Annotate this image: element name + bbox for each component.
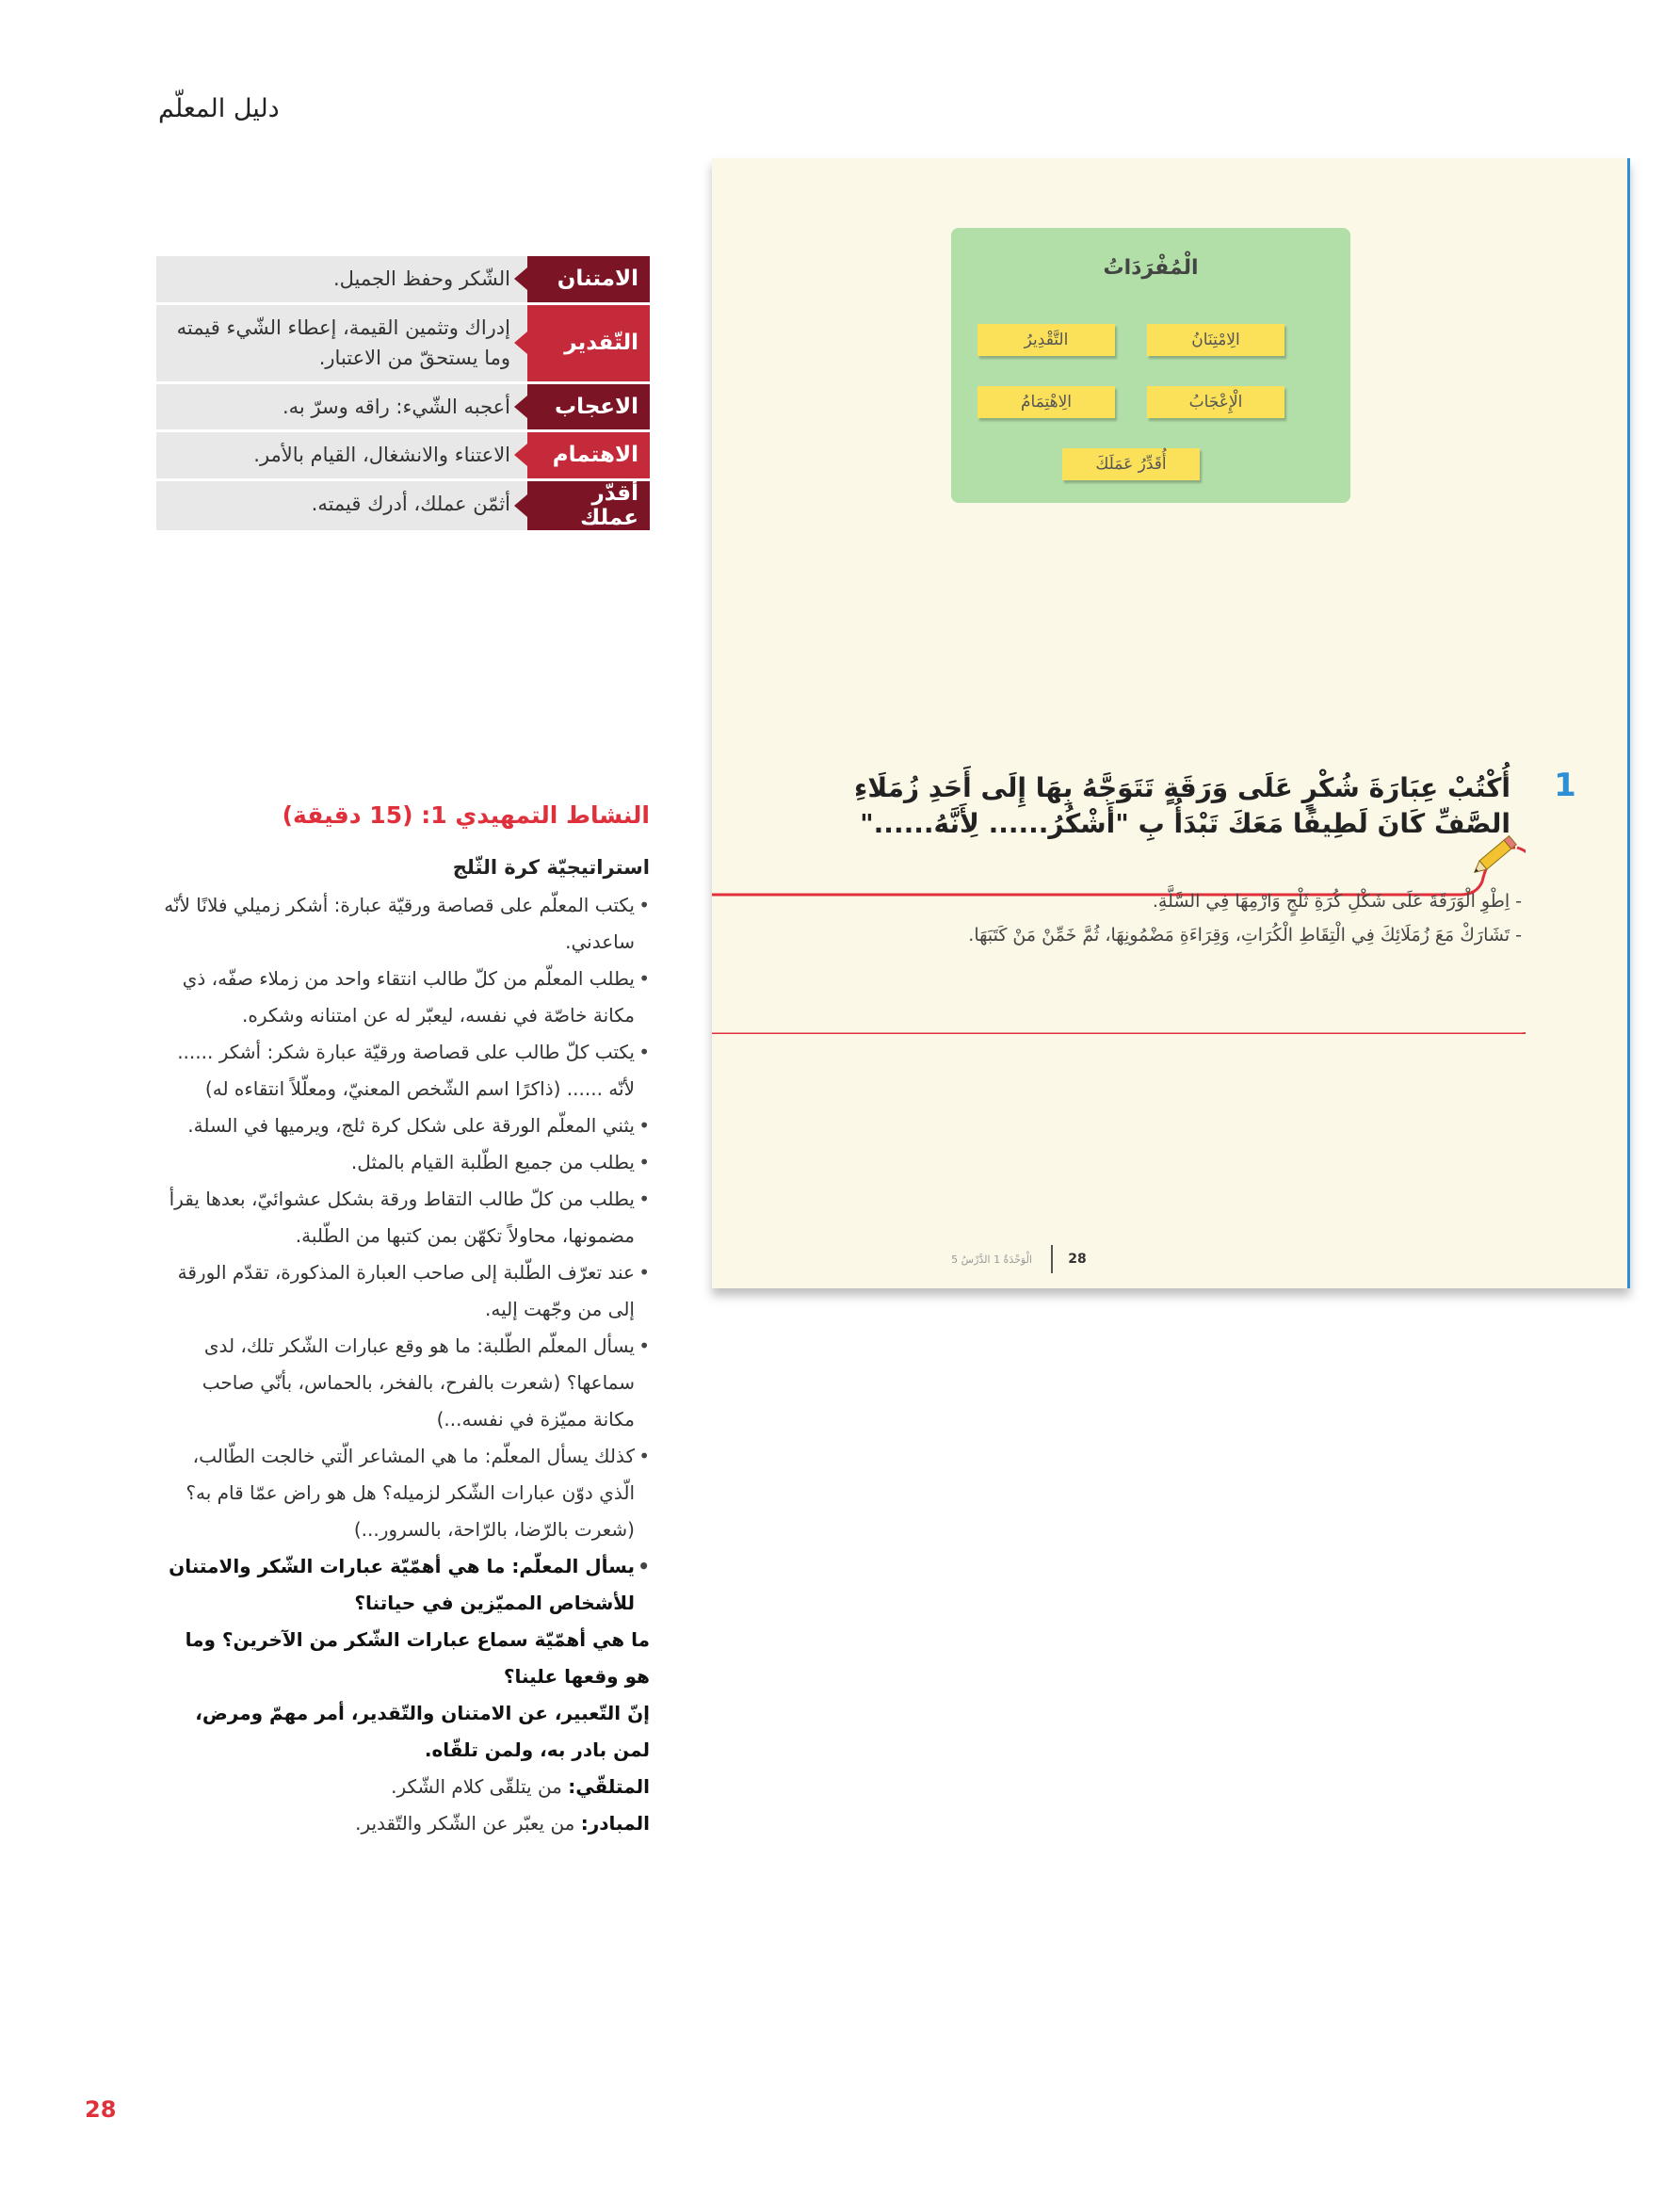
exercise-number: 1 — [1554, 767, 1576, 804]
bullet-dot: • — [638, 1150, 650, 1173]
glossary-definition: أثمّن عملك، أدرك قيمته. — [311, 492, 510, 515]
glossary-row — [156, 256, 650, 302]
bullet-dot: • — [638, 1554, 650, 1577]
glossary-term: الاعجاب — [527, 384, 650, 430]
activity-item: • كذلك يسأل المعلّم: ما هي المشاعر الّتي خالجت الطّالب، الّذي دوّن عبارات الشّكر لزميله؟ هل هو راض عمّا قام به؟ (شعرت بالرّضا، بالرّاحة، بالسرور...) — [158, 1438, 650, 1548]
book-footer — [814, 1245, 1096, 1273]
bullet-dot: • — [638, 893, 650, 916]
vocab-chip: الْإِعْجَابُ — [1147, 386, 1284, 418]
bullet-dot: • — [638, 1334, 650, 1357]
vocab-chip: التَّقْدِيرُ — [977, 324, 1115, 356]
activity-section — [158, 793, 650, 1842]
pencil-icon — [1471, 836, 1516, 877]
footer-separator — [1051, 1245, 1053, 1273]
activity-item: • يطلب من كلّ طالب التقاط ورقة بشكل عشوائيّ، بعدها يقرأ مضمونها، محاولاً تكهّن بمن كتبها من الطّلبة. — [158, 1181, 650, 1254]
frame-top-line — [712, 848, 1515, 895]
bullet-dot: • — [638, 1113, 650, 1137]
exercise-instruction: أُكْتُبْ عِبَارَةَ شُكْرٍ عَلَى وَرَقَةٍ تَتَوَجَّهُ بِهَا إِلَى أَحَدِ زُمَلَاءِ الصَّفِّ كَانَ لَطِيفًا مَعَكَ تَبْدَأُ بِ "أَشْكُرُ...... لِأَنَّهُ......" — [854, 772, 1510, 839]
glossary-term: الاهتمام — [527, 432, 650, 478]
vocab-chip: الِاهْتِمَامُ — [977, 386, 1115, 418]
glossary-definition: الاعتناء والانشغال، القيام بالأمر. — [253, 444, 510, 467]
glossary-row — [156, 481, 650, 530]
student-book-page — [712, 158, 1630, 1288]
vocab-chip: الِامْتِنَانُ — [1147, 324, 1284, 356]
vocabulary-title: الْمُفْرَدَاتُ — [1103, 256, 1199, 280]
book-unit-label: الْوَحْدَةُ 1 الدَّرْسُ 5 — [951, 1253, 1032, 1266]
glossary-row — [156, 384, 650, 430]
exercise-step: - اِطْوِ الْوَرَقَةَ عَلَى شَكْلِ كُرَةِ ثَلْجٍ وَارْمِهَا فِي السَّلَّةِ. — [1152, 891, 1522, 912]
strategy-title: استراتيجيّة كرة الثّلج — [452, 855, 650, 879]
definition-term: المبادر: — [580, 1811, 650, 1835]
vocab-chip: أُقَدِّرُ عَمَلَكَ — [1062, 448, 1200, 480]
activity-title: النشاط التمهيدي 1: (15 دقيقة) — [282, 801, 650, 829]
bullet-dot: • — [638, 1444, 650, 1467]
definition-text: من يعبّر عن الشّكر والتّقدير. — [355, 1811, 581, 1835]
activity-item: • عند تعرّف الطّلبة إلى صاحب العبارة المذكورة، تقدّم الورقة إلى من وجّهت إليه. — [158, 1254, 650, 1328]
definition-term: المتلقّي: — [568, 1774, 650, 1798]
guide-title: دليل المعلّم — [158, 94, 280, 123]
glossary-definition: الشّكر وحفظ الجميل. — [332, 267, 510, 290]
book-page-number: 28 — [1068, 1252, 1087, 1267]
exercise-step: - تَشَارَكْ مَعَ زُمَلَائِكَ فِي الْتِقَاطِ الْكُرَاتِ، وَقِرَاءَةِ مَضْمُونِهَا، ثُمَّ خَمِّنْ مَنْ كَتَبَهَا. — [968, 925, 1522, 946]
activity-item: • يسأل المعلّم الطّلبة: ما هو وقع عبارات الشّكر تلك، لدى سماعها؟ (شعرت بالفرح، بالفخر، بالحماس، بأنّي صاحب مكانة مميّزة في نفسه...) — [158, 1328, 650, 1438]
bullet-dot: • — [638, 1187, 650, 1210]
glossary-term: التّقدير — [527, 305, 650, 381]
glossary-row — [156, 305, 650, 381]
glossary-table — [156, 256, 650, 533]
glossary-term: الامتنان — [527, 256, 650, 302]
activity-item: • يطلب من جميع الطّلبة القيام بالمثل. — [158, 1144, 650, 1181]
glossary-definition: أعجبه الشّيء: راقه وسرّ به. — [282, 395, 510, 418]
bullet-dot: • — [638, 966, 650, 990]
definition-text: من يتلقّى كلام الشّكر. — [391, 1774, 569, 1798]
bullet-dot: • — [638, 1260, 650, 1284]
activity-question: ما هي أهمّيّة سماع عبارات الشّكر من الآخرين؟ وما هو وقعها علينا؟ — [185, 1627, 650, 1688]
page-number: 28 — [85, 2096, 117, 2123]
glossary-row — [156, 432, 650, 478]
definition-line — [158, 1805, 650, 1842]
bullet-dot: • — [638, 1040, 650, 1063]
activity-key-question: • يسأل المعلّم: ما هي أهمّيّة عبارات الشّكر والامتنان للأشخاص المميّزين في حياتنا؟ — [158, 1548, 650, 1622]
glossary-term: أقدّر عملك — [527, 481, 650, 530]
activity-item: • يثني المعلّم الورقة على شكل كرة ثلج، ويرميها في السلة. — [158, 1108, 650, 1144]
frame-bottom-line — [712, 1015, 1526, 1034]
activity-item: • يكتب كلّ طالب على قصاصة ورقيّة عبارة شكر: أشكر ...... لأنّه ...... (ذاكرًا اسم الشّخص المعنيّ، ومعلّلاً انتقاءه له) — [158, 1034, 650, 1108]
definition-line — [158, 1769, 650, 1805]
glossary-definition: إدراك وتثمين القيمة، إعطاء الشّيء قيمته وما يستحقّ من الاعتبار. — [176, 315, 510, 370]
activity-item: • يطلب المعلّم من كلّ طالب انتقاء واحد من زملاء صفّه، ذي مكانة خاصّة في نفسه، ليعبّر له عن امتنانه وشكره. — [158, 961, 650, 1034]
activity-conclusion: إنّ التّعبير، عن الامتنان والتّقدير، أمر مهمّ ومرض، لمن بادر به، ولمن تلقّاه. — [195, 1701, 650, 1761]
activity-item: • يكتب المعلّم على قصاصة ورقيّة عبارة: أشكر زميلي فلانًا لأنّه ساعدني. — [158, 887, 650, 961]
vocabulary-box — [951, 228, 1350, 503]
